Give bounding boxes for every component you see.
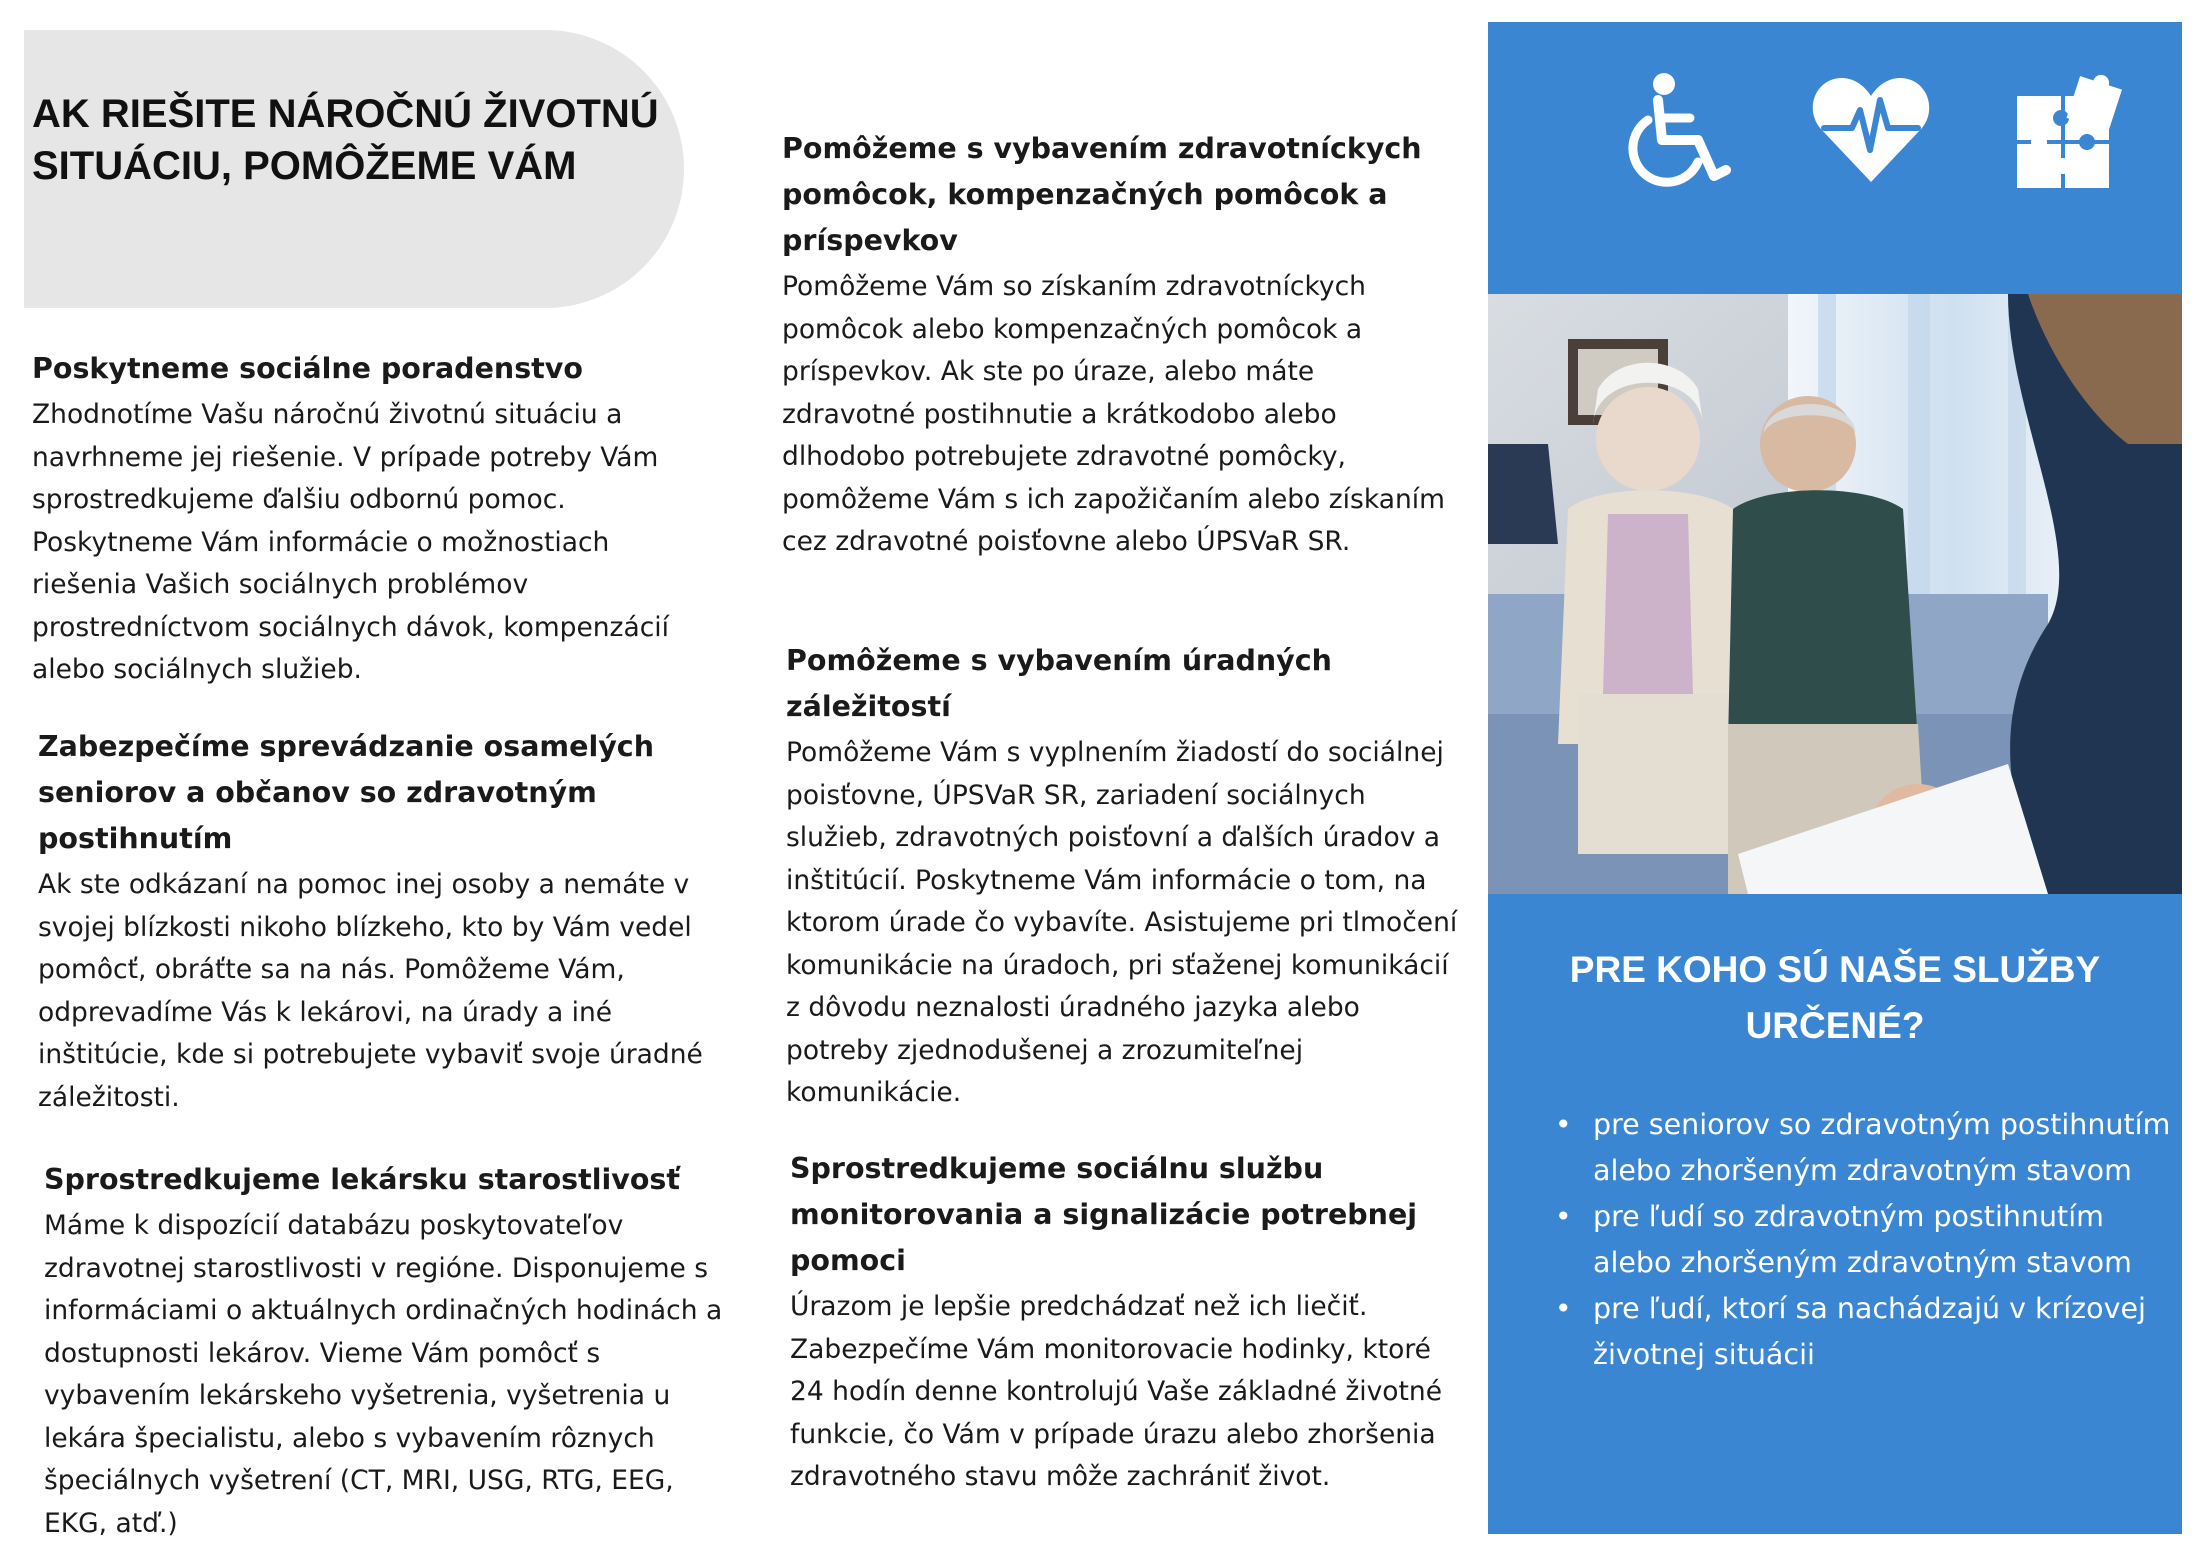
section-body: Pomôžeme Vám s vyplnením žiadostí do sociálnej poisťovne, ÚPSVaR SR, zariadení sociálnych služieb, zdravotných poisťovní a ďalších úradov a inštitúcií. Poskytneme Vám informácie o tom, na ktorom úrade čo vybavíte. Asistujeme pri tlmočení komunikácie na úradoch, pri sťaženej komunikácií z dôvodu neznalosti úradného jazyka alebo potreby zjednodušenej a zrozumiteľnej komunikácie. — [786, 737, 1458, 1108]
column-left — [0, 0, 740, 1556]
section-official-matters — [786, 638, 1460, 1115]
section-heading: Pomôžeme s vybavením úradných záležitostí — [786, 644, 1332, 723]
section-body: Úrazom je lepšie predchádzať než ich liečiť. Zabezpečíme Vám monitorovacie hodinky, ktoré 24 hodín denne kontrolujú Vaše základné životné funkcie, čo Vám v prípade úrazu alebo zhoršenia zdravotného stavu môže zachrániť život. — [790, 1291, 1443, 1492]
icon-row — [1488, 70, 2182, 190]
wheelchair-icon — [1618, 70, 1738, 194]
section-heading: Zabezpečíme sprevádzanie osamelých seniorov a občanov so zdravotným postihnutím — [38, 730, 654, 855]
bullet-icon: • — [1555, 1108, 1572, 1141]
section-accompaniment — [38, 724, 718, 1119]
panel-title: PRE KOHO SÚ NAŠE SLUŽBY URČENÉ? — [1569, 949, 2101, 1046]
section-body: Ak ste odkázaní na pomoc inej osoby a nemáte v svojej blízkosti nikoho blízkeho, kto by Vám vedel pomôcť, obráťte sa na nás. Pomôžeme Vám, odprevadíme Vás k lekárovi, na úrady a iné inštitúcie, kde si potrebujete vybaviť svoje úradné záležitosti. — [38, 869, 703, 1113]
section-monitoring-service — [790, 1146, 1460, 1499]
hero-banner — [24, 30, 684, 308]
section-heading: Poskytneme sociálne poradenstvo — [32, 352, 583, 385]
bullet-icon: • — [1555, 1292, 1572, 1325]
puzzle-icon — [2011, 70, 2135, 198]
section-medical-aids — [782, 126, 1452, 564]
list-item: • pre ľudí so zdravotným postihnutím alebo zhoršeným zdravotným stavom — [1593, 1194, 2173, 1286]
section-heading: Sprostredkujeme sociálnu službu monitorovania a signalizácie potrebnej pomoci — [790, 1152, 1418, 1277]
section-body: Pomôžeme Vám so získaním zdravotníckych pomôcok alebo kompenzačných pomôcok a príspevkov. Ak ste po úraze, alebo máte zdravotné postihnutie a krátkodobo alebo dlhodobo potrebujete zdravotné pomôcky, pomôžeme Vám s ich zapožičaním alebo získaním cez zdravotné poisťovne alebo ÚPSVaR SR. — [782, 271, 1445, 557]
section-heading: Sprostredkujeme lekársku starostlivosť — [44, 1163, 681, 1196]
section-heading: Pomôžeme s vybavením zdravotníckych pomôcok, kompenzačných pomôcok a príspevkov — [782, 132, 1422, 257]
section-medical-care — [44, 1157, 724, 1545]
heart-pulse-icon — [1810, 70, 1932, 194]
bullet-icon: • — [1555, 1200, 1572, 1233]
section-body: Máme k dispozícií databázu poskytovateľov zdravotnej starostlivosti v regióne. Disponujeme s informáciami o aktuálnych ordinačných hodinách a dostupnosti lekárov. Vieme Vám pomôcť s vybavením lekárskeho vyšetrenia, vyšetrenia u lekára špecialistu, alebo s vybavením rôznych špeciálnych vyšetrení (CT, MRI, USG, RTG, EEG, EKG, atď.) — [44, 1210, 723, 1539]
target-groups-list — [1555, 1102, 2173, 1378]
seniors-photo — [1488, 294, 2182, 894]
section-social-counseling — [32, 346, 722, 692]
list-item: • pre seniorov so zdravotným postihnutím alebo zhoršeným zdravotným stavom — [1593, 1102, 2173, 1194]
hero-title: AK RIEŠITE NÁROČNÚ ŽIVOTNÚ SITUÁCIU, POMÔŽEME VÁM — [32, 92, 659, 188]
list-item: • pre ľudí, ktorí sa nachádzajú v krízovej životnej situácii — [1593, 1286, 2173, 1378]
section-body: Zhodnotíme Vašu náročnú životnú situáciu a navrhneme jej riešenie. V prípade potreby Vám sprostredkujeme ďalšiu odbornú pomoc. Poskytneme Vám informácie o možnostiach riešenia Vašich sociálnych problémov prostredníctvom sociálnych dávok, kompenzácií alebo sociálnych služieb. — [32, 399, 669, 685]
column-right-panel — [1488, 22, 2182, 1534]
